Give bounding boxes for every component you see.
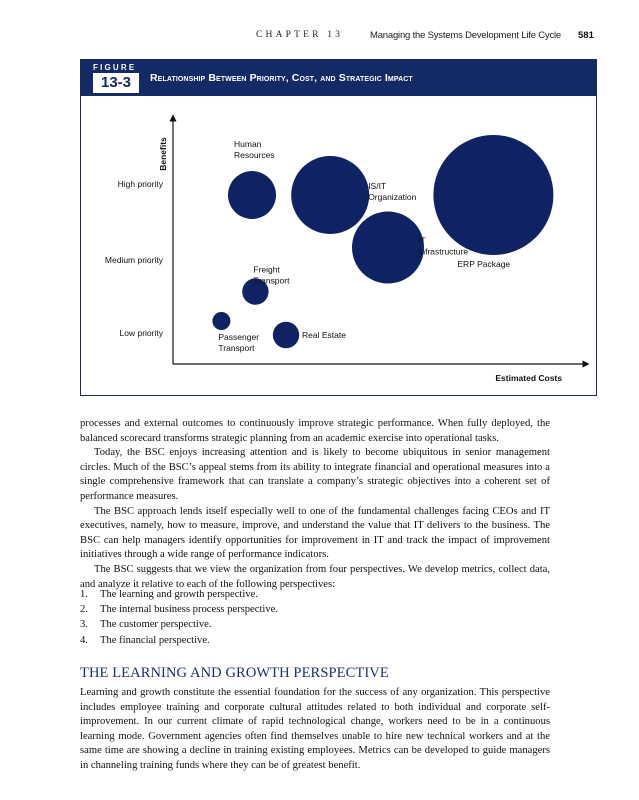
y-tick-high: High priority xyxy=(117,179,163,189)
bubble-label: ERP Package xyxy=(457,259,511,269)
bubble-chart xyxy=(81,96,596,394)
paragraph-3: The BSC approach lends itself especially well to one of the fundamental challenges facing CEOs and IT executives, namely, how to measure, improve, and understand the value that IT delivers to the business. The BSC can help managers identify opportunities for improvement in IT and track the impact of improvement initiatives through a wide range of performance indicators. xyxy=(80,505,550,561)
chapter-label: CHAPTER 13 xyxy=(256,30,344,40)
bubble-it-infrastructure xyxy=(352,212,424,284)
bubble-real-estate xyxy=(273,322,299,348)
bubbles xyxy=(212,135,553,353)
bubble-label: IS/IT Organization xyxy=(368,181,417,202)
chapter-title: Managing the Systems Development Life Cycle xyxy=(370,30,561,41)
body-text xyxy=(80,417,550,592)
bubble-erp-package xyxy=(433,135,553,255)
perspectives-list xyxy=(80,587,550,648)
figure-number: 13-3 xyxy=(93,73,139,93)
list-item: 2. The internal business process perspective. xyxy=(80,604,278,616)
section-paragraph: Learning and growth constitute the essential foundation for the success of any organization. This perspective includes employee training and corporate cultural attitudes related to both individual and corporate self-improvement. In our current climate of rapid technological change, workers need to be in a continuous learning mode. Government agencies often find themselves unable to hire new technical workers and at the same time are showing a decline in training existing employees. Metrics can be developed to guide managers in channeling training funds where they can be of greatest benefit. xyxy=(80,687,550,771)
section-body xyxy=(80,686,550,774)
figure-word: FIGURE xyxy=(93,63,137,72)
figure-label-box xyxy=(81,60,148,96)
bubble-label: IT Infrastructure xyxy=(418,235,469,257)
bubble-is-it-organization xyxy=(291,156,369,234)
page-number: 581 xyxy=(578,30,594,41)
list-item: 4. The financial perspective. xyxy=(80,634,210,646)
y-axis-label: Benefits xyxy=(158,137,168,171)
bubble-label: Passenger Transport xyxy=(218,332,260,353)
figure-13-3 xyxy=(80,59,597,396)
bubble-passenger-transport xyxy=(212,312,230,330)
bubble-label: Human Resources xyxy=(234,139,275,160)
paragraph-1: processes and external outcomes to continuously improve strategic performance. When fully deployed, the balanced scorecard transforms strategic planning from an academic exercise into operational tasks. xyxy=(80,418,550,444)
running-head xyxy=(0,30,639,46)
section-heading: THE LEARNING AND GROWTH PERSPECTIVE xyxy=(80,665,389,681)
bubble-label: Freight Transport xyxy=(253,264,290,286)
paragraph-4: The BSC suggests that we view the organization from four perspectives. We develop metrics, collect data, and analyze it relative to each of the following perspectives: xyxy=(80,563,550,590)
figure-title: Relationship Between Priority, Cost, and Strategic Impact xyxy=(150,72,413,84)
x-axis-label: Estimated Costs xyxy=(495,373,562,383)
paragraph-2: Today, the BSC enjoys increasing attention and is likely to become ubiquitous in senior management circles. Much of the BSC’s appeal stems from its ability to integrate financial and operational measures into a single comprehensive framework that can translate a company’s strategic objectives into a coherent set of performance measures. xyxy=(80,447,550,502)
y-tick-medium: Medium priority xyxy=(104,255,163,265)
bubble-label: Real Estate xyxy=(302,330,346,340)
figure-header xyxy=(81,60,596,96)
bubble-human-resources xyxy=(228,171,276,219)
y-tick-low: Low priority xyxy=(119,328,163,338)
list-item: 3. The customer perspective. xyxy=(80,619,212,631)
list-item: 1. The learning and growth perspective. xyxy=(80,589,258,600)
